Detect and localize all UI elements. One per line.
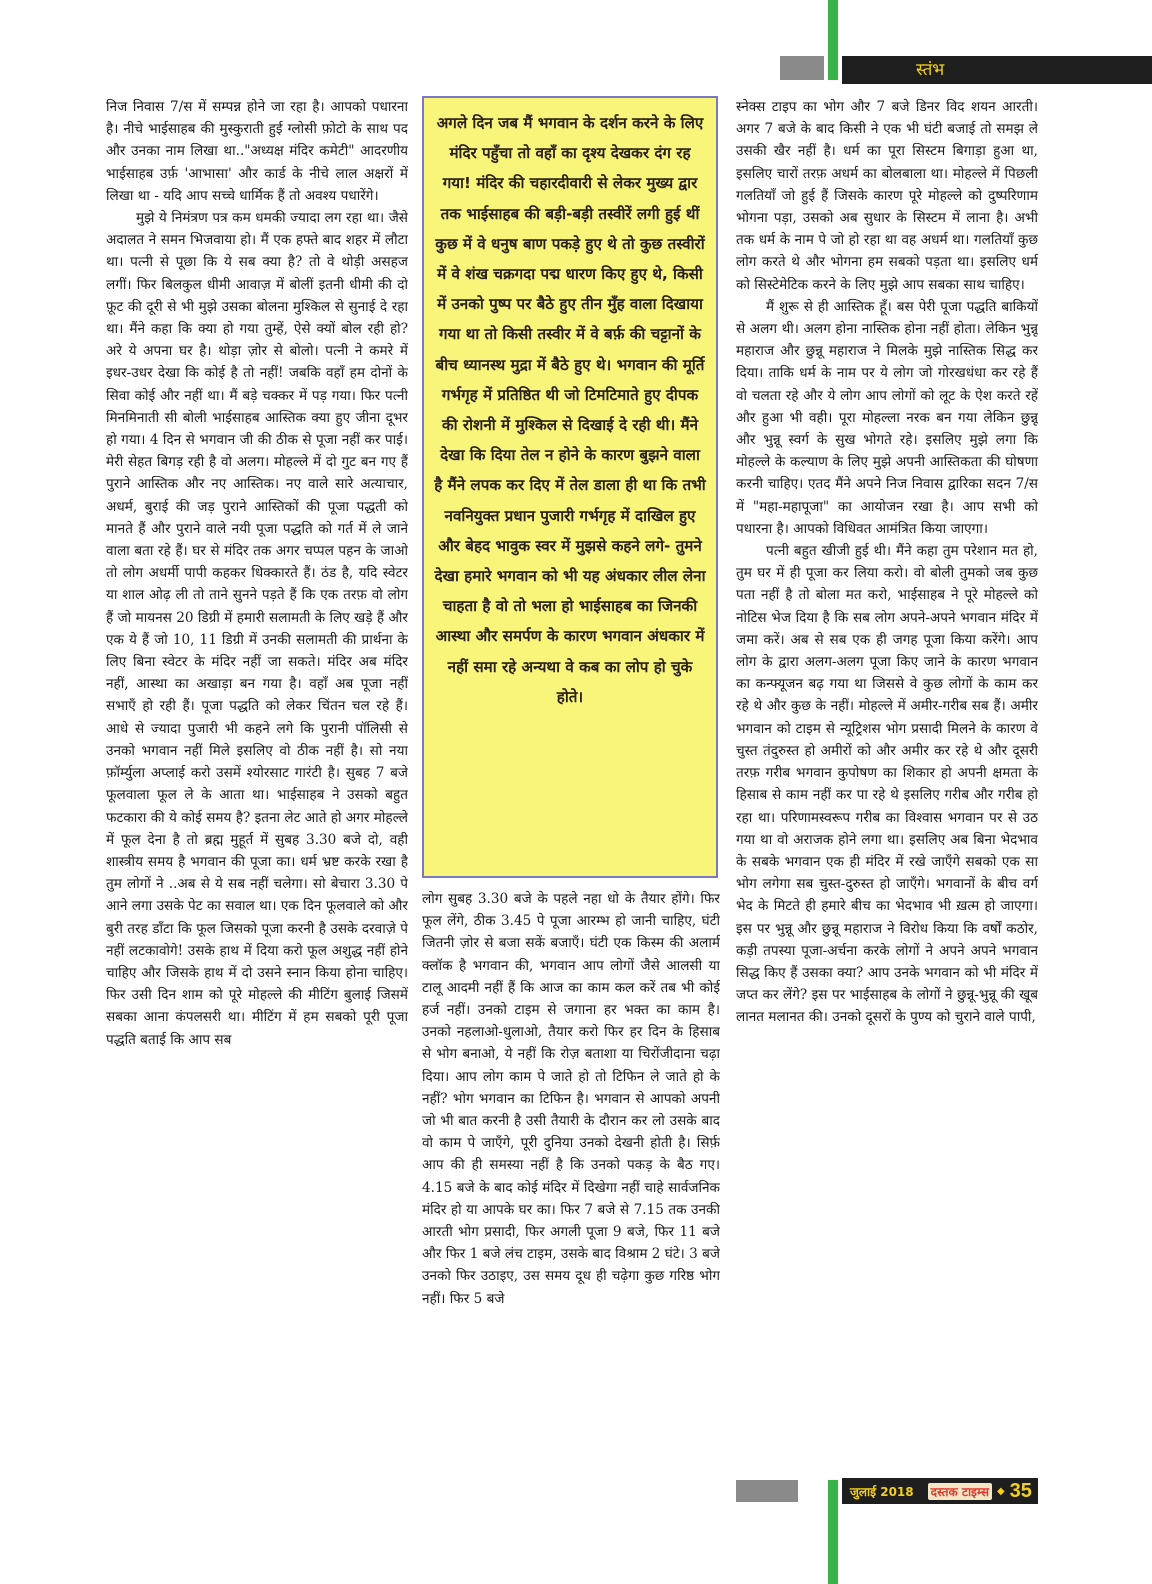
article-column-3: [736, 96, 1038, 1476]
paragraph: मुझे ये निमंत्रण पत्र कम धमकी ज्यादा लग रहा था। जैसे अदालत ने समन भिजवाया हो। मैं एक हफ्ते बाद शहर में लौटा था। पत्नी से पूछा कि ये सब क्या है? तो वे थोड़ी असहज लगीं। फिर बिलकुल धीमी आवाज़ में बोलीं इतनी धीमी की दो फ़ूट की दूरी से भी मुझे उसका बोलना मुश्किल से सुनाई दे रहा था। मैंने कहा कि क्या हो गया तुम्हें, ऐसे क्यों बोल रही हो? अरे ये अपना घर है। थोड़ा ज़ोर से बोलो। पत्नी ने कमरे में इधर-उधर देखा कि कोई है तो नहीं! जबकि वहाँ हम दोनों के सिवा कोई और नहीं था। मैं बड़े चक्कर में पड़ गया। फिर पत्नी मिनमिनाती सी बोली भाईसाहब आस्तिक क्या हुए जीना दूभर हो गया। 4 दिन से भगवान जी की ठीक से पूजा नहीं कर पाई। मेरी सेहत बिगड़ रही है वो अलग। मोहल्ले में दो गुट बन गए हैं पुराने आस्तिक और नए आस्तिक। नए वाले सारे अत्याचार, अधर्म, बुराई की जड़ पुराने आस्तिकों की पूजा पद्धती को मानते हैं और पुराने वाले नयी पूजा पद्धति को गर्त में ले जाने वाला बता रहे हैं। घर से मंदिर तक अगर चप्पल पहन के जाओ तो लोग अधर्मी पापी कहकर धिक्कारते हैं। ठंड है, यदि स्वेटर या शाल ओढ़ ली तो ताने सुनने पड़ते हैं कि एक तरफ़ वो लोग हैं जो मायनस 20 डिग्री में हमारी सलामती के लिए खड़े हैं और एक ये हैं जो 10, 11 डिग्री में उनकी सलामती की प्रार्थना के लिए बिना स्वेटर के मंदिर नहीं जा सकते। मंदिर अब मंदिर नहीं, आस्था का अखाड़ा बन गया है। वहाँ अब पूजा नहीं सभाएँ हो रही हैं। पूजा पद्धति को लेकर चिंतन चल रहे हैं। आधे से ज्यादा पुजारी भी कहने लगे कि पुरानी पॉलिसी से उनको भगवान नहीं मिले इसलिए वो ठीक नहीं है। सो नया फ़ॉर्म्युला अप्लाई करो उसमें श्योरसाट गारंटी है। सुबह 7 बजे फूलवाला फूल ले के आता था। भाईसाहब ने उसको बहुत फटकारा की ये कोई समय है? इतना लेट आते हो अगर मोहल्ले में फूल देना है तो ब्रह्म मुहूर्त में सुबह 3.30 बजे दो, वही शास्त्रीय समय है भगवान की पूजा का। धर्म भ्रष्ट करके रखा है तुम लोगों ने ..अब से ये सब नहीं चलेगा। सो बेचारा 3.30 पे आने लगा उसके पेट का सवाल था। एक दिन फूलवाले को और बुरी तरह डाँटा कि फूल जिसको पूजा करनी है उसके दरवाज़े पे नहीं लटकावोगे! उसके हाथ में दिया करो फूल अशुद्ध नहीं होने चाहिए और जिसके हाथ में दो उसने स्नान किया होना चाहिए। फिर उसी दिन शाम को पूरे मोहल्ले की मीटिंग बुलाई जिसमें सबका आना कंपलसरी था। मीटिंग में हम सबको पूरी पूजा पद्धति बताई कि आप सब: [106, 210, 408, 1048]
pull-quote-text: अगले दिन जब मैं भगवान के दर्शन करने के लिए मंदिर पहुँचा तो वहाँ का दृश्य देखकर दंग रह गया! मंदिर की चहारदीवारी से लेकर मुख्य द्वार तक भाईसाहब की बड़ी-बड़ी तस्वीरें लगी हुई थीं कुछ में वे धनुष बाण पकड़े हुए थे तो कुछ तस्वीरों में वे शंख चक्रगदा पद्म धारण किए हुए थे, किसी में उनको पुष्प पर बैठे हुए तीन मुँह वाला दिखाया गया था तो किसी तस्वीर में वे बर्फ़ की चट्टानों के बीच ध्यानस्थ मुद्रा में बैठे हुए थे। भगवान की मूर्ति गर्भगृह में प्रतिष्ठित थी जो टिमटिमाते हुए दीपक की रोशनी में मुश्किल से दिखाई दे रही थी। मैंने देखा कि दिया तेल न होने के कारण बुझने वाला है मैंने लपक कर दिए में तेल डाला ही था कि तभी नवनियुक्त प्रधान पुजारी गर्भगृह में दाखिल हुए और बेहद भावुक स्वर में मुझसे कहने लगे- तुमने देखा हमारे भगवान को भी यह अंधकार लील लेना चाहता है वो तो भला हो भाईसाहब का जिनकी आस्था और समर्पण के कारण भगवान अंधकार में नहीं समा रहे अन्यथा वे कब का लोप हो चुके होते।: [434, 114, 706, 706]
paragraph: पत्नी बहुत खीजी हुई थी। मैंने कहा तुम परेशान मत हो, तुम घर में ही पूजा कर लिया करो। वो बोली तुमको जब कुछ पता नहीं है तो बोला मत करो, भाईसाहब ने पूरे मोहल्ले को नोटिस भेज दिया है कि सब लोग अपने-अपने भगवान मंदिर में जमा करें। अब से सब एक ही जगह पूजा किया करेंगे। आप लोग के द्वारा अलग-अलग पूजा किए जाने के कारण भगवान का कन्फ्यूजन बढ़ गया था जिससे वे कुछ लोगों के काम कर रहे थे और कुछ के नहीं। मोहल्ले में अमीर-गरीब सब हैं। अमीर भगवान को टाइम से न्यूट्रिशस भोग प्रसादी मिलने के कारण वे चुस्त तंदुरुस्त हो अमीरों को और अमीर कर रहे थे और दूसरी तरफ़ गरीब भगवान कुपोषण का शिकार हो अपनी क्षमता के हिसाब से काम नहीं कर पा रहे थे इसलिए गरीब और गरीब हो रहा था। परिणामस्वरूप गरीब का विश्वास भगवान पर से उठ गया था वो अराजक होने लगा था। इसलिए अब बिना भेदभाव के सबके भगवान एक ही मंदिर में रखे जाएँगे सबको एक सा भोग लगेगा सब चुस्त-दुरुस्त हो जाएँगे। भगवानों के बीच वर्ग भेद के मिटते ही हमारे बीच का भेदभाव भी ख़त्म हो जाएगा। इस पर भुन्नू और छुन्नू महाराज ने विरोध किया कि वर्षों कठोर, कड़ी तपस्या पूजा-अर्चना करके लोगों ने अपने अपने भगवान सिद्ध किए हैं उसका क्या? आप उनके भगवान को भी मंदिर में जप्त कर लेंगे? इस पर भाईसाहब के लोगों ने छुन्नू-भुन्नू की खूब लानत मलानत की। उनको दूसरों के पुण्य को चुराने वाले पापी,: [736, 543, 1038, 1026]
article-column-2: [422, 888, 720, 1476]
section-header: [842, 56, 1152, 84]
paragraph: लोग सुबह 3.30 बजे के पहले नहा धो के तैयार होंगे। फिर फूल लेंगे, ठीक 3.45 पे पूजा आरम्भ हो जानी चाहिए, घंटी जितनी ज़ोर से बजा सकें बजाएँ। घंटी एक किस्म की अलार्म क्लॉक है भगवान की, भगवान आप लोगों जैसे आलसी या टालू आदमी नहीं हैं कि आज का काम कल करें तब भी कोई हर्ज नहीं। उनको टाइम से जगाना हर भक्त का काम है। उनको नहलाओ-धुलाओ, तैयार करो फिर हर दिन के हिसाब से भोग बनाओ, ये नहीं कि रोज़ बताशा या चिरोंजीदाना चढ़ा दिया। आप लोग काम पे जाते हो तो टिफिन ले जाते हो के नहीं? भोग भगवान का टिफिन है। भगवान से आपको अपनी जो भी बात करनी है उसी तैयारी के दौरान कर लो उसके बाद वो काम पे जाएँगे, पूरी दुनिया उनको देखनी होती है। सिर्फ़ आप की ही समस्या नहीं है कि उनको पकड़ के बैठ गए। 4.15 बजे के बाद कोई मंदिर में दिखेगा नहीं चाहे सार्वजनिक मंदिर हो या आपके घर का। फिर 7 बजे से 7.15 तक उनकी आरती भोग प्रसादी, फिर अगली पूजा 9 बजे, फिर 11 बजे और फिर 1 बजे लंच टाइम, उसके बाद विश्राम 2 घंटे। 3 बजे उनको फिर उठाइए, उस समय दूध ही चढ़ेगा कुछ गरिष्ठ भोग नहीं। फिर 5 बजे: [422, 891, 720, 1307]
paragraph: स्नेक्स टाइप का भोग और 7 बजे डिनर विद शयन आरती। अगर 7 बजे के बाद किसी ने एक भी घंटी बजाई तो समझ ले उसकी खैर नहीं है। धर्म का पूरा सिस्टम बिगाड़ा हुआ था, इसलिए चारों तरफ़ अधर्म का बोलबाला था। मोहल्ले में पिछली गलतियाँ जो हुई हैं जिसके कारण पूरे मोहल्ले को दुष्परिणाम भोगना पड़ा, उसको अब सुधार के सिस्टम में लाना है। अभी तक धर्म के नाम पे जो हो रहा था वह अधर्म था। गलतियाँ कुछ लोग करते थे और भोगना हम सबको पड़ता था। इसलिए धर्म को सिस्टेमेटिक करने के लिए मुझे आप सबका साथ चाहिए।: [736, 99, 1038, 293]
section-title: स्तंभ: [916, 60, 945, 80]
pull-quote-box: [422, 96, 718, 878]
page-number: 35: [1009, 1479, 1032, 1502]
paragraph: मैं शुरू से ही आस्तिक हूँ। बस पेरी पूजा पद्धति बाकियों से अलग थी। अलग होना नास्तिक होना नहीं होता। लेकिन भुन्नू महाराज और छुन्नू महाराज ने मिलके मुझे नास्तिक सिद्ध कर दिया। ताकि धर्म के नाम पर ये लोग जो गोरखधंधा कर रहे हैं वो चलता रहे और ये लोग आप लोगों को लूट के ऐश करते रहें और हुआ भी वही। पूरा मोहल्ला नरक बन गया लेकिन छुन्नू और भुन्नू स्वर्ग के सुख भोगते रहे। इसलिए मुझे लगा कि मोहल्ले के कल्याण के लिए मुझे अपनी आस्तिकता की घोषणा करनी चाहिए। एतद मैंने अपने निज निवास द्वारिका सदन 7/स में "महा-महापूजा" का आयोजन रखा है। आप सभी को पधारना है। आपको विधिवत आमंत्रित किया जाएगा।: [736, 298, 1038, 537]
issue-date: जुलाई 2018: [850, 1484, 914, 1499]
article-column-1: [106, 96, 408, 1476]
footer-gray-block: [736, 1480, 798, 1502]
header-gray-block: [780, 56, 824, 80]
diamond-separator-icon: ◆: [996, 1485, 1005, 1497]
page-footer: [842, 1478, 1038, 1504]
magazine-logo: दस्तक टाइम्स: [928, 1483, 992, 1500]
bottom-green-accent-bar: [828, 1480, 838, 1584]
top-green-accent-bar: [828, 0, 838, 80]
paragraph: निज निवास 7/स में सम्पन्न होने जा रहा है। आपको पधारना है। नीचे भाईसाहब की मुस्कुराती हुई ग्लोसी फ़ोटो के साथ पद और उनका नाम लिखा था.."अध्यक्ष मंदिर कमेटी" आदरणीय भाईसाहब उर्फ़ 'आभासा' और कार्ड के नीचे लाल अक्षरों में लिखा था - यदि आप सच्चे धार्मिक हैं तो अवश्य पधारेंगे।: [106, 99, 408, 204]
